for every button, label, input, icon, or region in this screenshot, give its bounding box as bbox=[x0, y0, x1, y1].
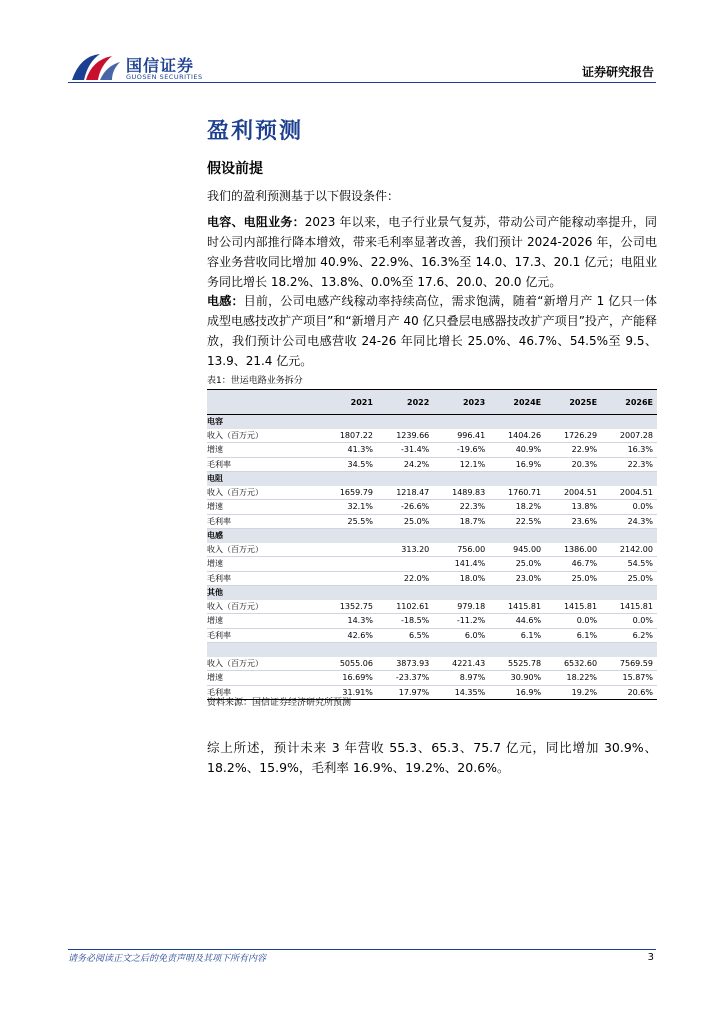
table-cell: 25.5% bbox=[321, 514, 377, 529]
intro-paragraph: 我们的盈利预测基于以下假设条件： bbox=[207, 189, 400, 203]
table-cell: 0.0% bbox=[545, 614, 601, 629]
table-row bbox=[207, 514, 657, 529]
column-header: 2024E bbox=[489, 390, 545, 415]
table-cell: 5525.78 bbox=[489, 657, 545, 671]
table-cell: 20.3% bbox=[545, 457, 601, 472]
table-cell: 增速 bbox=[207, 671, 321, 686]
paragraph-text: 目前，公司电感产线稼动率持续高位，需求饱满，随着“新增月产 1 亿只一体成型电感技改扩产项目”和“新增月产 40 亿只叠层电感器技改扩产项目”投产，产能释放，我们预计公司电感营收 24-26 年同比增长 25.0%、46.7%、54.5%至 9.5、13.9、21.4 亿元。 bbox=[207, 294, 657, 368]
table-row bbox=[207, 600, 657, 614]
table-cell: 16.9% bbox=[489, 457, 545, 472]
table-cell: -11.2% bbox=[433, 614, 489, 629]
table-cell: 42.6% bbox=[321, 628, 377, 643]
table-cell: 25.0% bbox=[601, 571, 657, 586]
table-row bbox=[207, 671, 657, 686]
table-cell: 18.2% bbox=[489, 500, 545, 515]
table-cell: 14.3% bbox=[321, 614, 377, 629]
table-cell: 40.9% bbox=[489, 443, 545, 458]
table-row bbox=[207, 500, 657, 515]
table-cell: 1726.29 bbox=[545, 429, 601, 443]
table-row bbox=[207, 443, 657, 458]
table-cell: 41.3% bbox=[321, 443, 377, 458]
logo-mark-icon bbox=[70, 50, 122, 84]
table-cell: 25.0% bbox=[545, 571, 601, 586]
table-cell: 996.41 bbox=[433, 429, 489, 443]
table-cell: 收入（百万元） bbox=[207, 429, 321, 443]
table-cell: 16.9% bbox=[489, 685, 545, 700]
table-cell: 23.6% bbox=[545, 514, 601, 529]
table-cell: 收入（百万元） bbox=[207, 600, 321, 614]
table-row bbox=[207, 543, 657, 557]
table-cell: 24.2% bbox=[377, 457, 433, 472]
table-cell: 1415.81 bbox=[545, 600, 601, 614]
table-cell: 收入（百万元） bbox=[207, 486, 321, 500]
table-cell: 31.91% bbox=[321, 685, 377, 700]
table-cell bbox=[321, 557, 377, 572]
table-cell: 13.8% bbox=[545, 500, 601, 515]
table-row bbox=[207, 628, 657, 643]
capacitor-resistor-paragraph bbox=[207, 212, 657, 292]
table-cell: 2007.28 bbox=[601, 429, 657, 443]
table-cell: 1102.61 bbox=[377, 600, 433, 614]
table-cell: 2004.51 bbox=[601, 486, 657, 500]
table-cell: 增速 bbox=[207, 557, 321, 572]
summary-paragraph: 综上所述，预计未来 3 年营收 55.3、65.3、75.7 亿元，同比增加 30.9%、18.2%、15.9%，毛利率 16.9%、19.2%、20.6%。 bbox=[207, 740, 657, 775]
table-cell: 44.6% bbox=[489, 614, 545, 629]
table-cell: 1218.47 bbox=[377, 486, 433, 500]
table-cell: -31.4% bbox=[377, 443, 433, 458]
table-cell: -18.5% bbox=[377, 614, 433, 629]
table-cell: 14.35% bbox=[433, 685, 489, 700]
table-cell: 18.0% bbox=[433, 571, 489, 586]
table-cell: 1352.75 bbox=[321, 600, 377, 614]
table-cell bbox=[321, 571, 377, 586]
table-cell: 22.3% bbox=[601, 457, 657, 472]
table-row bbox=[207, 486, 657, 500]
table-header-row bbox=[207, 390, 657, 415]
table-section-row bbox=[207, 415, 657, 429]
table-cell: 7569.59 bbox=[601, 657, 657, 671]
section-subtitle: 假设前提 bbox=[207, 161, 263, 177]
logo-name-cn: 国信证券 bbox=[126, 56, 195, 75]
table-cell: 收入（百万元） bbox=[207, 543, 321, 557]
table-cell: 15.87% bbox=[601, 671, 657, 686]
table-cell: 毛利率 bbox=[207, 457, 321, 472]
table-cell: 22.5% bbox=[489, 514, 545, 529]
section-label: 电阻 bbox=[207, 472, 321, 486]
company-logo bbox=[70, 50, 210, 86]
table-cell: 8.97% bbox=[433, 671, 489, 686]
table-cell: 16.69% bbox=[321, 671, 377, 686]
table-cell bbox=[377, 557, 433, 572]
table-source: 资料来源：国信证券经济研究所预测 bbox=[207, 698, 352, 708]
table-cell: 20.6% bbox=[601, 685, 657, 700]
table-cell: 945.00 bbox=[489, 543, 545, 557]
table-cell: 16.3% bbox=[601, 443, 657, 458]
table-cell: 毛利率 bbox=[207, 685, 321, 700]
logo-name-en: GUOSEN SECURITIES bbox=[126, 73, 203, 81]
report-type: 证券研究报告 bbox=[581, 65, 654, 79]
table-cell: 5055.06 bbox=[321, 657, 377, 671]
table-cell: 34.5% bbox=[321, 457, 377, 472]
column-header: 2025E bbox=[545, 390, 601, 415]
table-cell: 6.1% bbox=[489, 628, 545, 643]
table-row bbox=[207, 457, 657, 472]
table-cell: 1239.66 bbox=[377, 429, 433, 443]
table-section-row bbox=[207, 472, 657, 486]
table-cell: 2004.51 bbox=[545, 486, 601, 500]
table-cell: 1659.79 bbox=[321, 486, 377, 500]
disclaimer-note: 请务必阅读正文之后的免责声明及其项下所有内容 bbox=[68, 954, 267, 964]
section-label: 电容 bbox=[207, 415, 321, 429]
table-cell: 增速 bbox=[207, 500, 321, 515]
section-label: 其他 bbox=[207, 586, 321, 600]
table-cell: 1415.81 bbox=[601, 600, 657, 614]
paragraph-label: 电容、电阻业务： bbox=[207, 215, 305, 229]
table-cell: 23.0% bbox=[489, 571, 545, 586]
table-cell: 6.2% bbox=[601, 628, 657, 643]
section-title: 盈利预测 bbox=[207, 119, 304, 144]
table-cell: 毛利率 bbox=[207, 514, 321, 529]
table-cell: 30.90% bbox=[489, 671, 545, 686]
table-cell: 18.22% bbox=[545, 671, 601, 686]
table-row bbox=[207, 657, 657, 671]
column-header: 2021 bbox=[321, 390, 377, 415]
paragraph-label: 电感： bbox=[207, 294, 244, 308]
table-row bbox=[207, 571, 657, 586]
table-cell: 22.0% bbox=[377, 571, 433, 586]
table-cell: 6.1% bbox=[545, 628, 601, 643]
table-cell: 6.5% bbox=[377, 628, 433, 643]
table-cell: 3873.93 bbox=[377, 657, 433, 671]
table-caption: 表1：世运电路业务拆分 bbox=[207, 376, 303, 386]
table-section-row bbox=[207, 586, 657, 600]
column-header: 2026E bbox=[601, 390, 657, 415]
page-number: 3 bbox=[647, 952, 654, 963]
table-cell: 25.0% bbox=[489, 557, 545, 572]
section-label: 电感 bbox=[207, 529, 321, 543]
table-cell: 25.0% bbox=[377, 514, 433, 529]
column-header: 2023 bbox=[433, 390, 489, 415]
table-cell: 0.0% bbox=[601, 500, 657, 515]
table-cell: 2142.00 bbox=[601, 543, 657, 557]
column-header: 2022 bbox=[377, 390, 433, 415]
table-cell: 141.4% bbox=[433, 557, 489, 572]
table-cell: 18.7% bbox=[433, 514, 489, 529]
table-row bbox=[207, 614, 657, 629]
table-cell: 1386.00 bbox=[545, 543, 601, 557]
table-cell: 收入（百万元） bbox=[207, 657, 321, 671]
table-cell: 12.1% bbox=[433, 457, 489, 472]
table-cell: 1415.81 bbox=[489, 600, 545, 614]
table-cell: 46.7% bbox=[545, 557, 601, 572]
table-cell: 6.0% bbox=[433, 628, 489, 643]
footer-divider bbox=[68, 949, 656, 950]
table-cell: 313.20 bbox=[377, 543, 433, 557]
table-cell: 22.9% bbox=[545, 443, 601, 458]
table-row bbox=[207, 429, 657, 443]
table-section-row bbox=[207, 643, 657, 657]
table-cell: 756.00 bbox=[433, 543, 489, 557]
table-cell: -19.6% bbox=[433, 443, 489, 458]
table-cell: 毛利率 bbox=[207, 628, 321, 643]
table-cell: 32.1% bbox=[321, 500, 377, 515]
table-cell: 1489.83 bbox=[433, 486, 489, 500]
table-cell: 1760.71 bbox=[489, 486, 545, 500]
table-cell: 1807.22 bbox=[321, 429, 377, 443]
table-cell: 22.3% bbox=[433, 500, 489, 515]
table-cell: 17.97% bbox=[377, 685, 433, 700]
table-cell: -26.6% bbox=[377, 500, 433, 515]
table-cell: 54.5% bbox=[601, 557, 657, 572]
business-breakdown-table bbox=[207, 389, 657, 700]
table-cell: -23.37% bbox=[377, 671, 433, 686]
table-cell: 24.3% bbox=[601, 514, 657, 529]
table-cell: 增速 bbox=[207, 614, 321, 629]
header-divider bbox=[68, 82, 656, 83]
table-row bbox=[207, 557, 657, 572]
table-cell: 6532.60 bbox=[545, 657, 601, 671]
paragraph-text: 2023 年以来，电子行业景气复苏，带动公司产能稼动率提升，同时公司内部推行降本增效，带来毛利率显著改善，我们预计 2024-2026 年，公司电容业务营收同比增加 40.9%、22.9%、16.3%至 14.0、17.3、20.1 亿元；电阻业务同比增长 18.2%、13.8%、0.0%至 17.6、20.0、20.0 亿元。 bbox=[207, 215, 657, 289]
table-cell: 增速 bbox=[207, 443, 321, 458]
inductor-paragraph bbox=[207, 291, 657, 371]
column-header bbox=[207, 390, 321, 415]
table-cell: 4221.43 bbox=[433, 657, 489, 671]
table-cell: 0.0% bbox=[601, 614, 657, 629]
table-cell bbox=[321, 543, 377, 557]
table-cell: 毛利率 bbox=[207, 571, 321, 586]
table-cell: 979.18 bbox=[433, 600, 489, 614]
table-cell: 19.2% bbox=[545, 685, 601, 700]
table-cell: 1404.26 bbox=[489, 429, 545, 443]
table-section-row bbox=[207, 529, 657, 543]
